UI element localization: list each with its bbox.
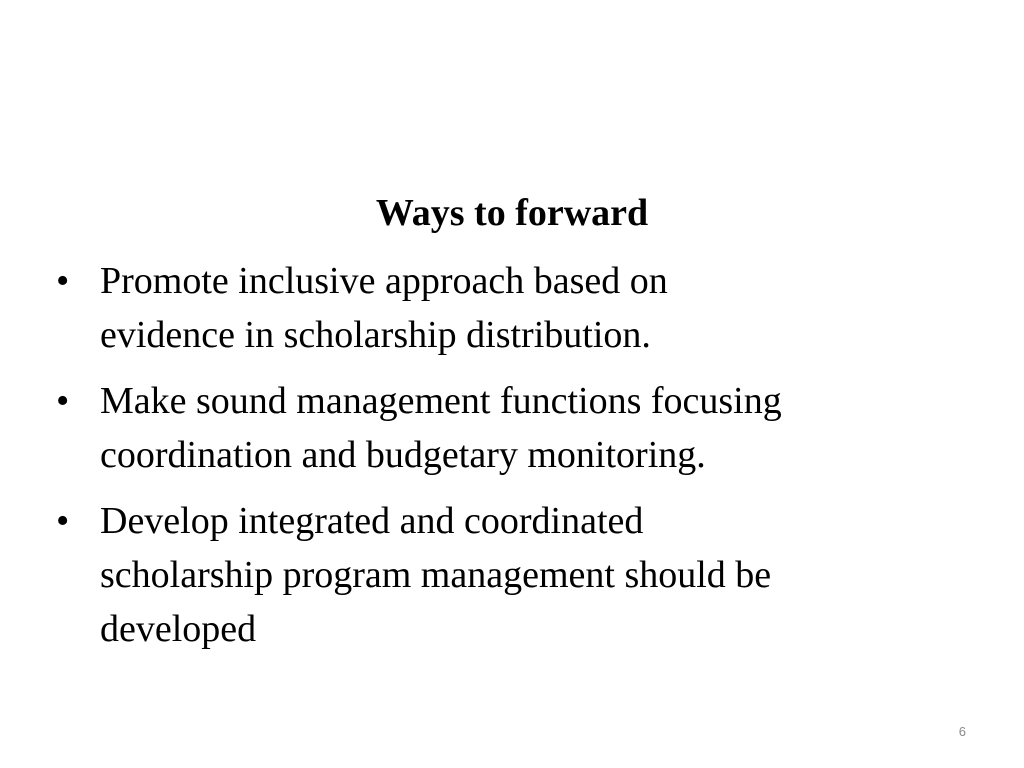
slide-title: Ways to forward [375, 192, 649, 234]
bullet-line: coordination and budgetary monitoring. [100, 434, 706, 476]
bullet-line: evidence in scholarship distribution. [100, 314, 651, 356]
bullet-dot-icon: • [56, 380, 70, 422]
bullet-item-1 [56, 254, 956, 362]
bullet-dot-icon: • [56, 260, 70, 302]
bullet-dot-icon: • [56, 500, 70, 542]
bullet-line: Promote inclusive approach based on [100, 260, 668, 302]
bullet-item-2 [56, 374, 956, 482]
bullet-line: developed [100, 608, 257, 650]
bullet-line: Make sound management functions focusing [100, 380, 782, 422]
bullet-line: Develop integrated and coordinated [100, 500, 644, 542]
bullet-item-3 [56, 494, 956, 656]
page-number: 6 [958, 724, 966, 739]
bullet-list [56, 254, 956, 668]
bullet-line: scholarship program management should be [100, 554, 772, 596]
